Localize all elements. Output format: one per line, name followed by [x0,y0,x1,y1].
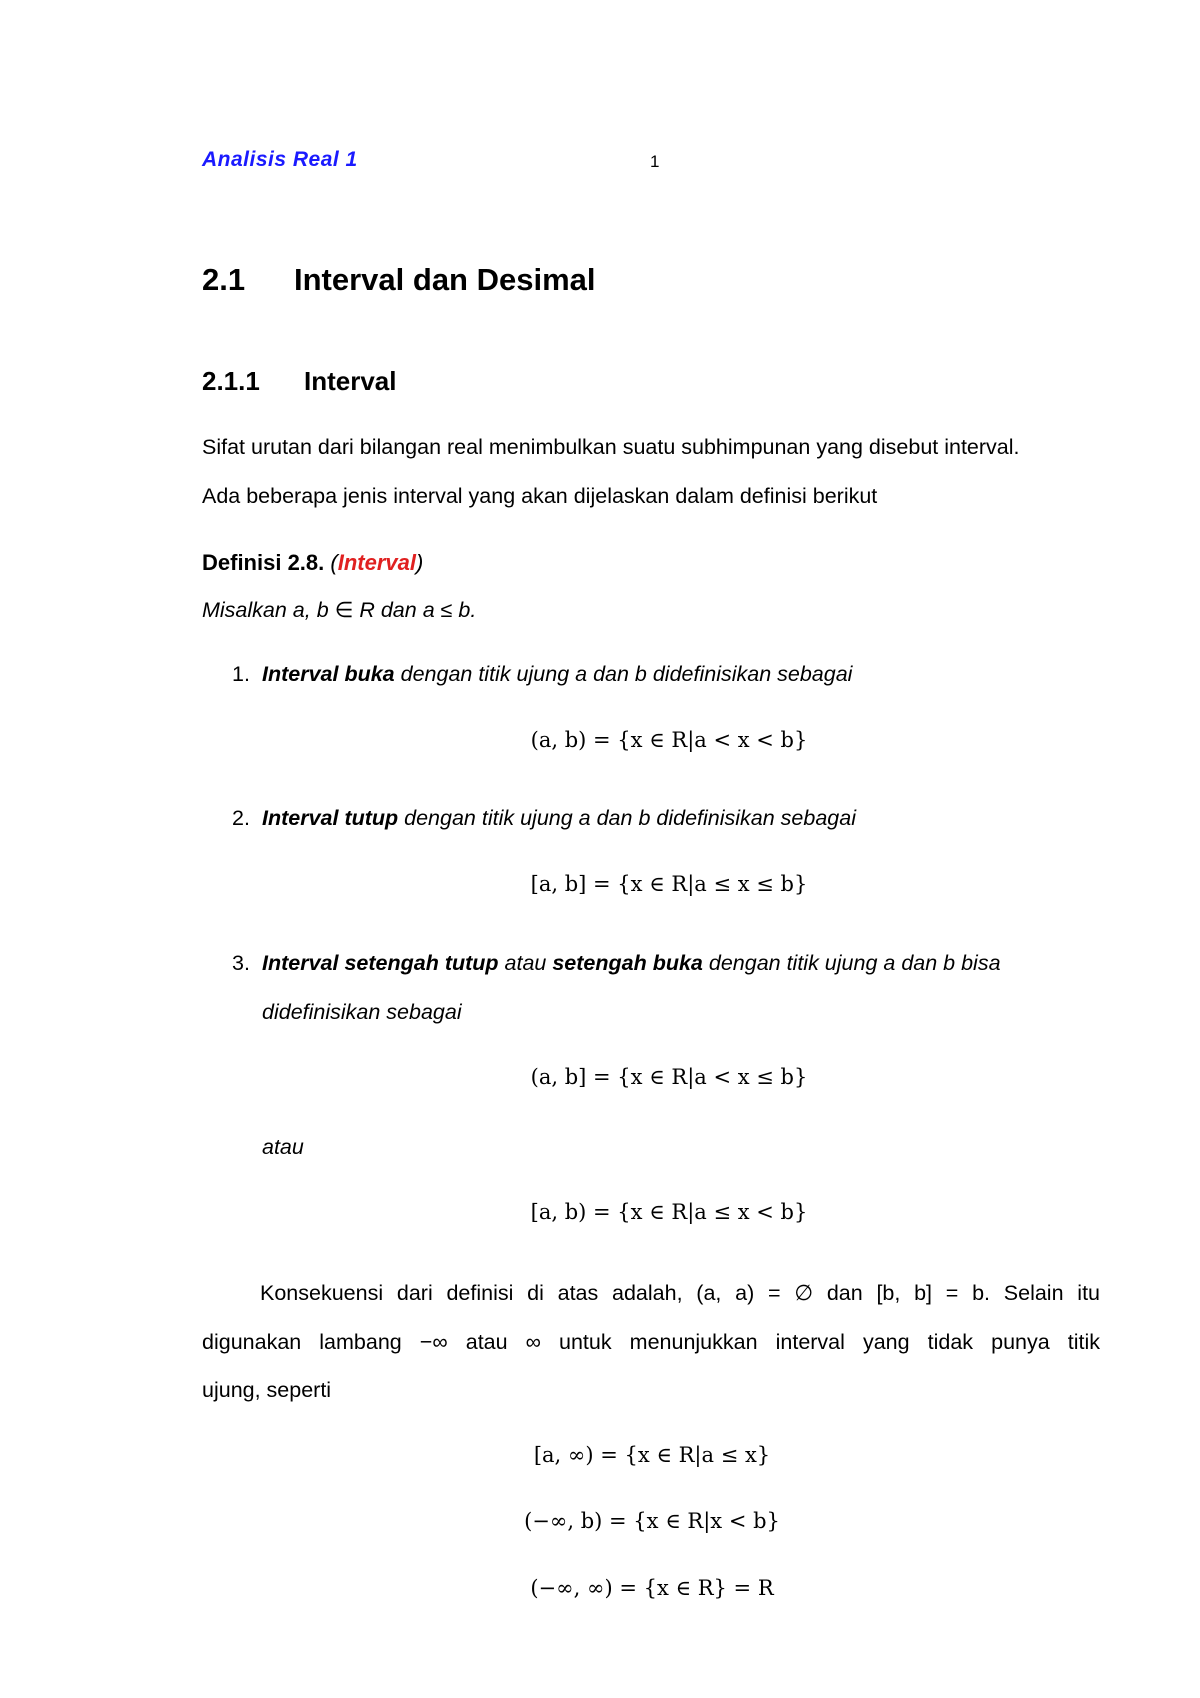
formula-unbounded-left: (−∞, b) = {x ∈ R|x < b} [524,1509,780,1533]
list-item-text [262,806,856,831]
definition-open-paren: ( [330,550,338,575]
section-number: 2.1 [202,262,246,297]
formula-open-interval: (a, b) = {x ∈ R|a < x < b} [530,728,808,752]
formula-half-open-interval-1: (a, b] = {x ∈ R|a < x ≤ b} [530,1065,808,1089]
subsection-heading [202,366,397,397]
definition-label: Definisi 2.8. [202,550,325,575]
section-title: Interval dan Desimal [294,262,596,297]
intro-line-2: Ada beberapa jenis interval yang akan dijelaskan dalam definisi berikut [202,484,878,508]
list-item-number: 2. [232,806,250,830]
definition-heading [202,550,423,576]
formula-half-open-interval-2: [a, b) = {x ∈ R|a ≤ x < b} [530,1200,808,1224]
definition-title: Interval [337,550,416,575]
section-heading [202,262,596,298]
list-item-text [262,662,852,687]
formula-whole-line: (−∞, ∞) = {x ∈ R} = R [530,1576,774,1600]
list-item-term: Interval buka [262,662,395,686]
subsection-title: Interval [304,366,397,396]
list-item-term-2: setengah buka [552,951,703,975]
or-connector: atau [262,1135,304,1159]
formula-unbounded-right: [a, ∞) = {x ∈ R|a ≤ x} [533,1443,771,1467]
list-item-rest: dengan titik ujung a dan b didefinisikan sebagai [394,662,853,686]
list-item-continuation: didefinisikan sebagai [262,1000,462,1024]
list-item-rest: dengan titik ujung a dan b didefinisikan sebagai [398,806,856,830]
consequence-line-2: digunakan lambang −∞ atau ∞ untuk menunjukkan interval yang tidak punya titik [202,1330,1100,1354]
list-item-text [262,951,1001,976]
consequence-line-3: ujung, seperti [202,1378,332,1402]
list-item-term: Interval tutup [262,806,399,830]
consequence-line-1: Konsekuensi dari definisi di atas adalah, (a, a) = ∅ dan [b, b] = b. Selain itu [260,1281,1100,1305]
list-item-number: 3. [232,951,250,975]
list-item-number: 1. [232,662,250,686]
list-item-term: Interval setengah tutup [262,951,499,975]
definition-intro: Misalkan a, b ∈ R dan a ≤ b. [202,598,477,622]
list-item-connector: atau [498,951,553,975]
definition-close-paren: ) [416,550,424,575]
page-number: 1 [650,152,660,171]
intro-line-1: Sifat urutan dari bilangan real menimbulkan suatu subhimpunan yang disebut interval. [202,435,1020,459]
subsection-number: 2.1.1 [202,366,260,396]
running-header-title: Analisis Real 1 [202,148,358,171]
formula-closed-interval: [a, b] = {x ∈ R|a ≤ x ≤ b} [530,872,808,896]
list-item-rest: dengan titik ujung a dan b bisa [702,951,1001,975]
